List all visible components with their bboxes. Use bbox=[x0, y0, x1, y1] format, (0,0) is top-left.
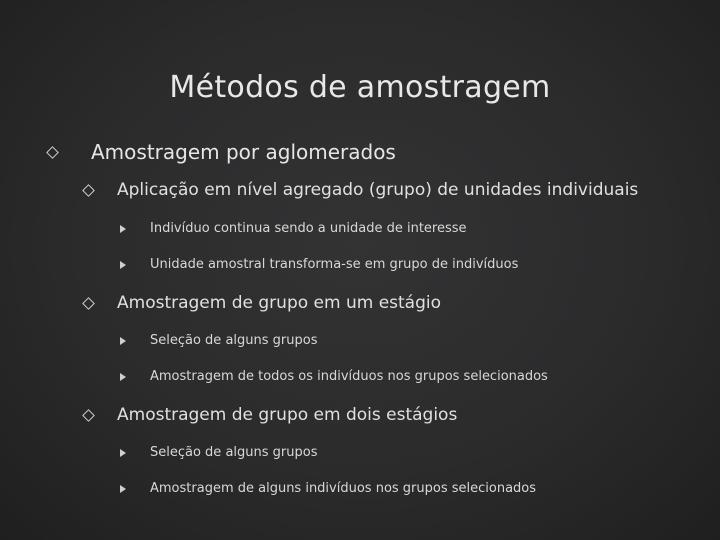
bullet-text: Aplicação em nível agregado (grupo) de unidades individuais bbox=[117, 180, 639, 200]
arrow-bullet-icon bbox=[120, 261, 126, 269]
bullet-text: Amostragem de grupo em um estágio bbox=[117, 293, 442, 313]
bullet-level3 bbox=[120, 481, 536, 496]
bullet-level3 bbox=[120, 257, 518, 272]
bullet-text: Amostragem por aglomerados bbox=[91, 140, 396, 164]
bullet-level2 bbox=[84, 293, 441, 313]
arrow-bullet-icon bbox=[120, 485, 126, 493]
diamond-bullet-icon bbox=[82, 297, 95, 310]
arrow-bullet-icon bbox=[120, 373, 126, 381]
diamond-bullet-icon bbox=[82, 409, 95, 422]
diamond-bullet-icon bbox=[46, 146, 59, 159]
arrow-bullet-icon bbox=[120, 337, 126, 345]
slide-title: Métodos de amostragem bbox=[169, 70, 551, 105]
diamond-bullet-icon bbox=[82, 184, 95, 197]
bullet-text: Seleção de alguns grupos bbox=[150, 445, 318, 460]
arrow-bullet-icon bbox=[120, 225, 126, 233]
bullet-level1 bbox=[48, 140, 396, 164]
bullet-text: Amostragem de todos os indivíduos nos grupos selecionados bbox=[150, 369, 548, 384]
bullet-text: Indivíduo continua sendo a unidade de interesse bbox=[150, 221, 467, 236]
bullet-level3 bbox=[120, 333, 317, 348]
bullet-level2 bbox=[84, 180, 638, 200]
bullet-level3 bbox=[120, 369, 548, 384]
arrow-bullet-icon bbox=[120, 449, 126, 457]
bullet-level3 bbox=[120, 221, 467, 236]
bullet-text: Unidade amostral transforma-se em grupo de indivíduos bbox=[150, 257, 519, 272]
bullet-text: Amostragem de alguns indivíduos nos grupos selecionados bbox=[150, 481, 537, 496]
bullet-level2 bbox=[84, 405, 457, 425]
bullet-text: Seleção de alguns grupos bbox=[150, 333, 318, 348]
bullet-text: Amostragem de grupo em dois estágios bbox=[117, 405, 458, 425]
bullet-level3 bbox=[120, 445, 317, 460]
